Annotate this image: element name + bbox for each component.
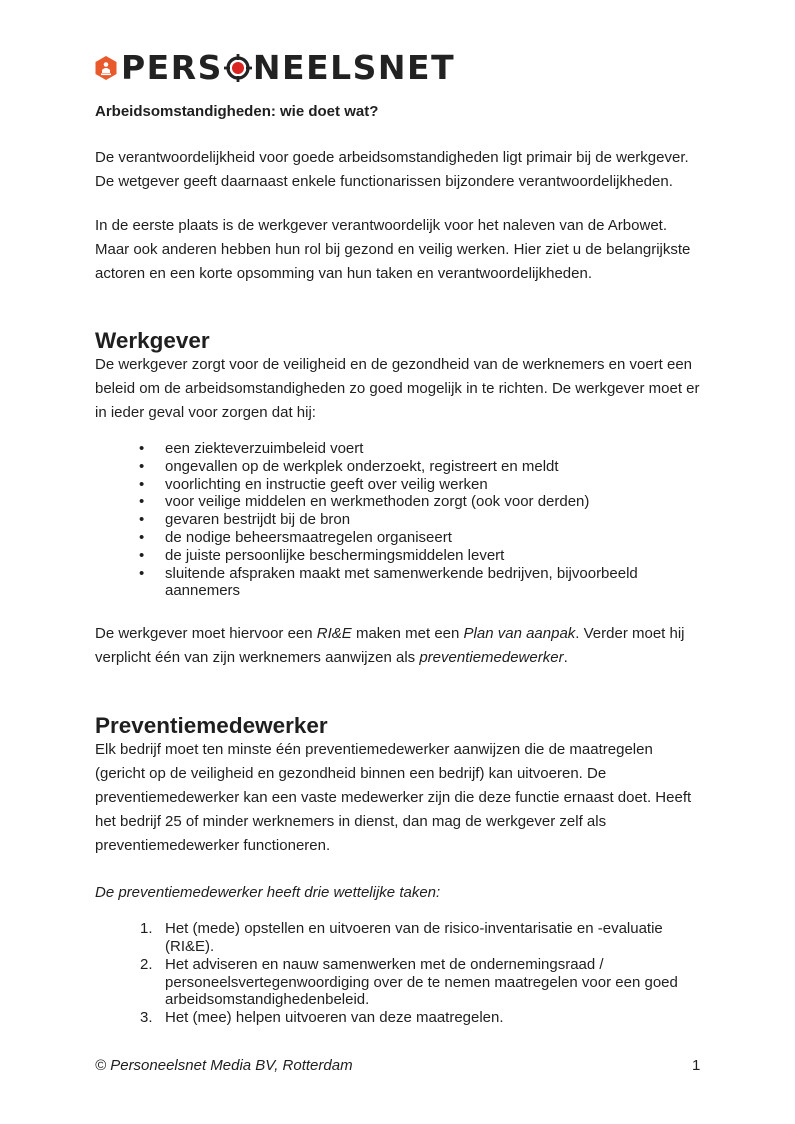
- list-text: Het adviseren en nauw samenwerken met de ondernemingsraad / personeelsvertegenwoordiging over de te nemen maatregelen voor een goed arbeidsomstandighedenbeleid.: [165, 955, 678, 1009]
- personeelsnet-logo: [95, 50, 455, 86]
- tasks-intro: [95, 881, 705, 905]
- target-icon: [224, 54, 252, 82]
- list-item: • een ziekteverzuimbeleid voert: [95, 440, 705, 458]
- list-item: • de nodige beheersmaatregelen organiseert: [95, 529, 705, 547]
- footer-copyright: © Personeelsnet Media BV, Rotterdam: [95, 1057, 353, 1074]
- document-title: Arbeidsomstandigheden: wie doet wat?: [95, 103, 379, 120]
- intro-paragraph-1: De verantwoordelijkheid voor goede arbeidsomstandigheden ligt primair bij de werkgever. De wetgever geeft daarnaast enkele functionarissen bijzondere verantwoordelijkheden.: [95, 149, 689, 190]
- logo-wordmark: [121, 50, 455, 86]
- closing-text: maken met een: [351, 625, 464, 643]
- list-item: • sluitende afspraken maakt met samenwerkende bedrijven, bijvoorbeeld aannemers: [95, 565, 705, 601]
- rie-term: RI&E: [316, 625, 352, 643]
- preventiemedewerker-tasks-list: [95, 920, 705, 1027]
- closing-text: De werkgever moet hiervoor een: [95, 625, 317, 643]
- list-item: • gevaren bestrijdt bij de bron: [95, 511, 705, 529]
- list-number: 2.: [140, 955, 153, 973]
- role-term: preventiemedewerker: [419, 649, 564, 667]
- section-heading-werkgever: Werkgever: [95, 328, 210, 353]
- list-item: [95, 920, 705, 956]
- closing-text: .: [563, 649, 568, 667]
- hexagon-person-icon: [95, 56, 117, 80]
- list-text: Het (mede) opstellen en uitvoeren van de risico-inventarisatie en -evaluatie (RI&E).: [165, 920, 663, 955]
- tasks-intro-text: De preventiemedewerker heeft drie wettelijke taken:: [95, 884, 441, 902]
- logo-text-part1: PERS: [121, 48, 223, 87]
- list-item: • ongevallen op de werkplek onderzoekt, registreert en meldt: [95, 458, 705, 476]
- list-item: • voorlichting en instructie geeft over veilig werken: [95, 476, 705, 494]
- section-heading-preventiemedewerker: Preventiemedewerker: [95, 713, 328, 739]
- document-body: [95, 100, 705, 1027]
- werkgever-paragraph: De werkgever zorgt voor de veiligheid en de gezondheid van de werknemers en voert een beleid om de arbeidsomstandigheden zo goed mogelijk in te richten. De werkgever moet er in ieder geval voor zorgen dat hij:: [95, 356, 700, 421]
- preventiemedewerker-paragraph: Elk bedrijf moet ten minste één preventiemedewerker aanwijzen die de maatregelen (gericht op de veiligheid en gezondheid binnen een bedrijf) kan uitvoeren. De preventiemedewerker kan een vaste medewerker zijn die deze functie ernaast doet. Heeft het bedrijf 25 of minder werknemers in dienst, dan mag de werkgever zelf als preventiemedewerker functioneren.: [95, 741, 692, 855]
- closing-text: . Verder moet hij verplicht één van zijn werknemers aanwijzen als: [95, 625, 685, 667]
- werkgever-duties-list: [95, 440, 705, 600]
- list-text: Het (mee) helpen uitvoeren van deze maatregelen.: [165, 1009, 504, 1027]
- list-number: 1.: [140, 920, 153, 938]
- list-item: [95, 956, 705, 1009]
- list-item: • voor veilige middelen en werkmethoden zorgt (ook voor derden): [95, 493, 705, 511]
- plan-term: Plan van aanpak: [463, 625, 576, 643]
- list-item: [95, 1009, 705, 1027]
- list-item: • de juiste persoonlijke beschermingsmiddelen levert: [95, 547, 705, 565]
- werkgever-closing-paragraph: [95, 622, 705, 670]
- list-number: 3.: [140, 1009, 153, 1027]
- page-number: 1: [692, 1057, 701, 1074]
- logo-text-part2: NEELSNET: [252, 48, 456, 87]
- intro-paragraph-2: In de eerste plaats is de werkgever verantwoordelijk voor het naleven van de Arbowet. Maar ook anderen hebben hun rol bij gezond en veilig werken. Hier ziet u de belangrijkste actoren en een korte opsomming van hun taken en verantwoordelijkheden.: [95, 217, 691, 282]
